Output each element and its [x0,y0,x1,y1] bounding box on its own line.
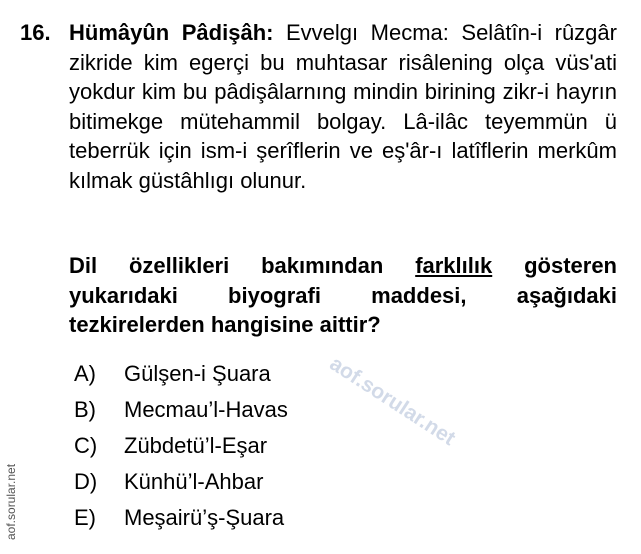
passage-text: Evvelgı Mecma: Selâtîn-i rûzgâr zikride kim egerçi bu muhtasar risâlening olça vüs'ati yokdur kim bu pâdişâlarnıng mindin birining zikr-i hayrın bitimekge mütehammil bolgay. Lâ-ilâc teyemmün ü teberrük için ism-i şerîflerin ve eş'âr-ı latîflerin merkûm kılmak güstâhlıgı olunur. [69,20,617,193]
option-letter: E) [74,505,96,530]
option-c[interactable] [74,428,288,464]
option-letter: C) [74,433,98,458]
option-letter: A) [74,361,96,386]
option-text: Gülşen-i Şuara [124,361,271,386]
option-letter: B) [74,397,96,422]
option-text: Zübdetü’l-Eşar [124,433,268,458]
stem-emphasis: farklılık [415,253,493,278]
option-letter: D) [74,469,98,494]
option-e[interactable] [74,500,288,536]
watermark-side: aof.sorular.net [4,463,18,540]
question-stem [69,251,617,340]
watermark-diagonal: aof.sorular.net [325,352,460,451]
option-b[interactable] [74,392,288,428]
answer-options [74,356,288,536]
option-text: Künhü’l-Ahbar [124,469,264,494]
option-a[interactable] [74,356,288,392]
option-d[interactable] [74,464,288,500]
option-text: Meşairü’ş-Şuara [124,505,285,530]
option-text: Mecmau’l-Havas [124,397,288,422]
stem-text-after: gösteren yukarıdaki biyografi maddesi, aşağıdaki tezkirelerden hangisine aittir? [69,253,617,337]
question-number: 16. [20,20,51,45]
question-passage [69,18,617,195]
stem-text-before: Dil özellikleri bakımından [69,253,416,278]
passage-title: Hümâyûn Pâdişâh: [69,20,274,45]
